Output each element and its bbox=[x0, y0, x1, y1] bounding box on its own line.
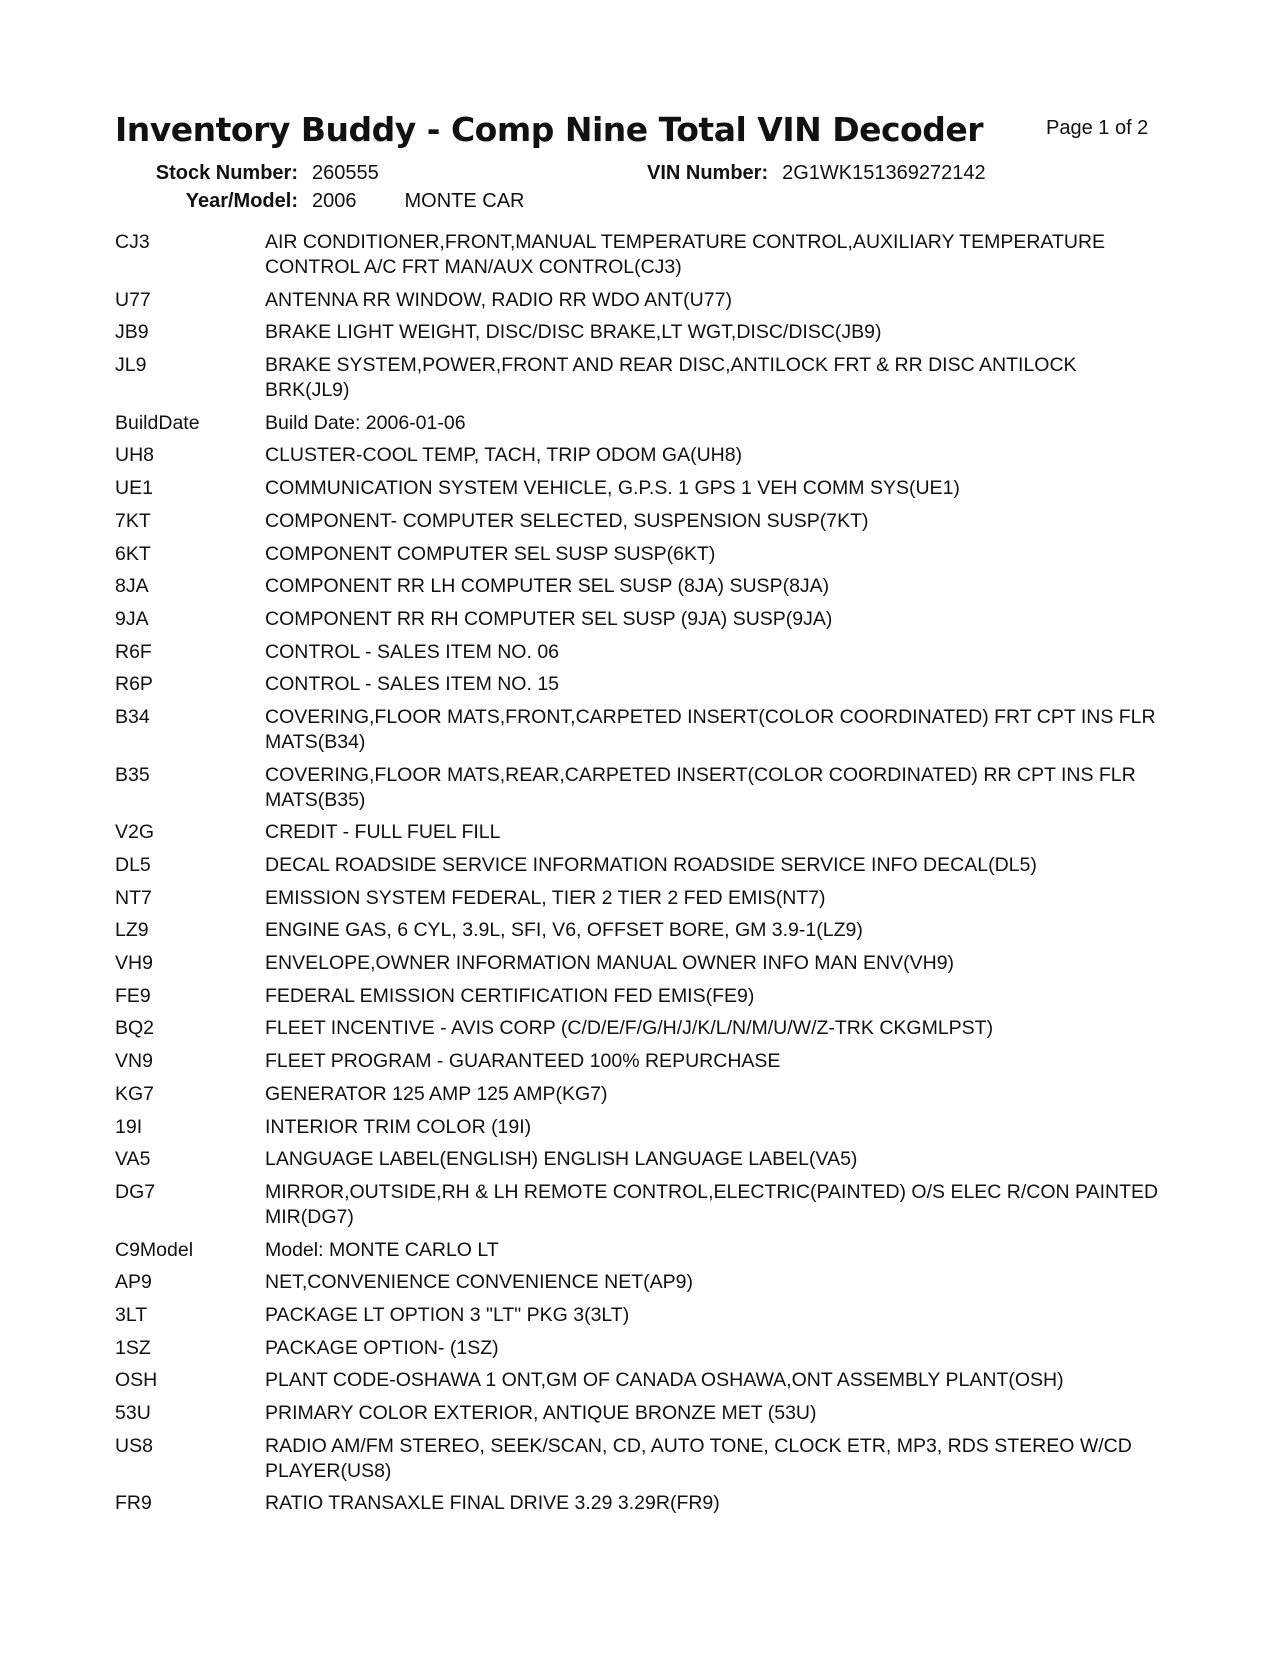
option-code: DG7 bbox=[115, 1180, 156, 1203]
option-row bbox=[115, 411, 1165, 436]
option-description: ENGINE GAS, 6 CYL, 3.9L, SFI, V6, OFFSET BORE, GM 3.9-1(LZ9) bbox=[265, 919, 863, 942]
option-row bbox=[115, 230, 1165, 280]
option-description: COMPONENT COMPUTER SEL SUSP SUSP(6KT) bbox=[265, 542, 716, 565]
option-code-list bbox=[115, 230, 1165, 1524]
option-row bbox=[115, 1491, 1165, 1516]
option-row bbox=[115, 1147, 1165, 1172]
option-code: OSH bbox=[115, 1369, 158, 1392]
option-description: DECAL ROADSIDE SERVICE INFORMATION ROADSIDE SERVICE INFO DECAL(DL5) bbox=[265, 854, 1037, 876]
option-description: AIR CONDITIONER,FRONT,MANUAL TEMPERATURE CONTROL,AUXILIARY TEMPERATURE CONTROL A/C FRT MAN/AUX CONTROL(CJ3) bbox=[265, 231, 1106, 278]
option-description: COVERING,FLOOR MATS,REAR,CARPETED INSERT(COLOR COORDINATED) RR CPT INS FLR MATS(B35) bbox=[265, 763, 1136, 811]
option-code: UE1 bbox=[115, 477, 153, 500]
option-code: LZ9 bbox=[115, 919, 149, 942]
option-description: COMMUNICATION SYSTEM VEHICLE, G.P.S. 1 GPS 1 VEH COMM SYS(UE1) bbox=[265, 477, 960, 500]
option-code: BuildDate bbox=[115, 411, 200, 434]
option-code: JL9 bbox=[115, 354, 147, 377]
option-description: CLUSTER-COOL TEMP, TACH, TRIP ODOM GA(UH8) bbox=[265, 444, 743, 467]
option-code: R6P bbox=[115, 673, 153, 696]
option-code: NT7 bbox=[115, 886, 152, 909]
option-row bbox=[115, 542, 1165, 567]
option-code: BQ2 bbox=[115, 1017, 155, 1040]
option-row bbox=[115, 1082, 1165, 1107]
option-description: NET,CONVENIENCE CONVENIENCE NET(AP9) bbox=[265, 1271, 693, 1294]
option-row bbox=[115, 607, 1165, 632]
option-row bbox=[115, 640, 1165, 665]
option-row bbox=[115, 509, 1165, 534]
option-description: CONTROL - SALES ITEM NO. 15 bbox=[265, 673, 560, 696]
option-row bbox=[115, 853, 1165, 878]
stock-number-value: 260555 bbox=[312, 162, 379, 184]
option-code: KG7 bbox=[115, 1082, 155, 1105]
option-description: GENERATOR 125 AMP 125 AMP(KG7) bbox=[265, 1082, 608, 1105]
option-description: FLEET PROGRAM - GUARANTEED 100% REPURCHASE bbox=[265, 1050, 781, 1073]
option-code: FR9 bbox=[115, 1492, 152, 1515]
option-description: COVERING,FLOOR MATS,FRONT,CARPETED INSERT(COLOR COORDINATED) FRT CPT INS FLR MATS(B34) bbox=[265, 705, 1156, 753]
vin-number-value: 2G1WK151369272142 bbox=[782, 162, 986, 184]
stock-number-label: Stock Number: bbox=[155, 162, 298, 184]
vin-number-field bbox=[647, 162, 986, 185]
option-row bbox=[115, 1049, 1165, 1074]
option-description: BRAKE LIGHT WEIGHT, DISC/DISC BRAKE,LT WGT,DISC/DISC(JB9) bbox=[265, 321, 882, 344]
option-code: 7KT bbox=[115, 509, 151, 532]
option-description: COMPONENT- COMPUTER SELECTED, SUSPENSION SUSP(7KT) bbox=[265, 509, 869, 532]
option-code: DL5 bbox=[115, 854, 151, 876]
document-title: Inventory Buddy - Comp Nine Total VIN Decoder bbox=[115, 110, 983, 149]
option-row bbox=[115, 353, 1165, 403]
option-description: ANTENNA RR WINDOW, RADIO RR WDO ANT(U77) bbox=[265, 288, 732, 311]
option-row bbox=[115, 1401, 1165, 1426]
year-model-field bbox=[115, 190, 525, 213]
option-row bbox=[115, 443, 1165, 468]
option-row bbox=[115, 951, 1165, 976]
option-description: ENVELOPE,OWNER INFORMATION MANUAL OWNER INFO MAN ENV(VH9) bbox=[265, 952, 955, 975]
option-row bbox=[115, 984, 1165, 1009]
option-description: CREDIT - FULL FUEL FILL bbox=[265, 821, 501, 844]
option-code: 19I bbox=[115, 1115, 143, 1138]
option-code: AP9 bbox=[115, 1271, 152, 1294]
option-row bbox=[115, 1434, 1165, 1484]
option-code: 6KT bbox=[115, 542, 151, 565]
option-code: CJ3 bbox=[115, 231, 150, 253]
option-row bbox=[115, 574, 1165, 599]
option-description: Model: MONTE CARLO LT bbox=[265, 1238, 499, 1261]
option-description: PACKAGE OPTION- (1SZ) bbox=[265, 1336, 499, 1359]
vin-number-label: VIN Number: bbox=[647, 162, 769, 184]
option-code: VH9 bbox=[115, 952, 153, 975]
option-description: COMPONENT RR RH COMPUTER SEL SUSP (9JA) SUSP(9JA) bbox=[265, 607, 833, 630]
option-description: RADIO AM/FM STEREO, SEEK/SCAN, CD, AUTO TONE, CLOCK ETR, MP3, RDS STEREO W/CD PLAYER(US8) bbox=[265, 1434, 1132, 1482]
option-description: EMISSION SYSTEM FEDERAL, TIER 2 TIER 2 FED EMIS(NT7) bbox=[265, 886, 826, 909]
option-description: PACKAGE LT OPTION 3 "LT" PKG 3(3LT) bbox=[265, 1303, 630, 1326]
option-code: 9JA bbox=[115, 607, 149, 630]
option-code: B35 bbox=[115, 763, 150, 786]
option-row bbox=[115, 672, 1165, 697]
option-description: CONTROL - SALES ITEM NO. 06 bbox=[265, 640, 560, 663]
option-description: FLEET INCENTIVE - AVIS CORP (C/D/E/F/G/H/J/K/L/N/M/U/W/Z-TRK CKGMLPST) bbox=[265, 1017, 994, 1040]
option-code: JB9 bbox=[115, 321, 149, 344]
option-row bbox=[115, 1016, 1165, 1041]
option-row bbox=[115, 1238, 1165, 1263]
page-number: Page 1 of 2 bbox=[1046, 117, 1149, 139]
option-code: VA5 bbox=[115, 1148, 151, 1171]
option-description: FEDERAL EMISSION CERTIFICATION FED EMIS(FE9) bbox=[265, 984, 755, 1007]
option-description: INTERIOR TRIM COLOR (19I) bbox=[265, 1115, 532, 1138]
option-code: 1SZ bbox=[115, 1336, 151, 1359]
option-code: B34 bbox=[115, 705, 150, 728]
option-row bbox=[115, 763, 1165, 813]
option-description: LANGUAGE LABEL(ENGLISH) ENGLISH LANGUAGE LABEL(VA5) bbox=[265, 1148, 858, 1171]
stock-number-field bbox=[115, 162, 379, 185]
option-code: R6F bbox=[115, 640, 152, 663]
option-code: V2G bbox=[115, 821, 155, 844]
year-model-label: Year/Model: bbox=[185, 190, 298, 212]
model-value: MONTE CAR bbox=[404, 190, 525, 212]
option-code: 53U bbox=[115, 1402, 151, 1424]
option-description: BRAKE SYSTEM,POWER,FRONT AND REAR DISC,ANTILOCK FRT & RR DISC ANTILOCK BRK(JL9) bbox=[265, 354, 1077, 402]
year-value: 2006 bbox=[312, 190, 357, 212]
option-row bbox=[115, 288, 1165, 313]
option-description: Build Date: 2006-01-06 bbox=[265, 411, 466, 434]
option-row bbox=[115, 1270, 1165, 1295]
option-row bbox=[115, 1180, 1165, 1230]
option-row bbox=[115, 1303, 1165, 1328]
option-description: COMPONENT RR LH COMPUTER SEL SUSP (8JA) SUSP(8JA) bbox=[265, 575, 830, 598]
option-row bbox=[115, 918, 1165, 943]
option-row bbox=[115, 476, 1165, 501]
option-row bbox=[115, 705, 1165, 755]
option-code: VN9 bbox=[115, 1050, 153, 1073]
option-row bbox=[115, 320, 1165, 345]
option-code: 8JA bbox=[115, 575, 149, 598]
option-description: PLANT CODE-OSHAWA 1 ONT,GM OF CANADA OSHAWA,ONT ASSEMBLY PLANT(OSH) bbox=[265, 1369, 1064, 1392]
option-row bbox=[115, 820, 1165, 845]
option-code: UH8 bbox=[115, 444, 155, 467]
option-row bbox=[115, 1336, 1165, 1361]
option-row bbox=[115, 886, 1165, 911]
option-description: RATIO TRANSAXLE FINAL DRIVE 3.29 3.29R(FR9) bbox=[265, 1492, 720, 1515]
option-code: FE9 bbox=[115, 984, 151, 1007]
option-code: C9Model bbox=[115, 1238, 194, 1261]
option-code: U77 bbox=[115, 288, 151, 311]
option-description: PRIMARY COLOR EXTERIOR, ANTIQUE BRONZE MET (53U) bbox=[265, 1402, 817, 1424]
option-code: US8 bbox=[115, 1434, 153, 1457]
option-row bbox=[115, 1368, 1165, 1393]
option-row bbox=[115, 1115, 1165, 1140]
option-code: 3LT bbox=[115, 1303, 148, 1326]
option-description: MIRROR,OUTSIDE,RH & LH REMOTE CONTROL,ELECTRIC(PAINTED) O/S ELEC R/CON PAINTED MIR(DG7) bbox=[265, 1180, 1159, 1228]
